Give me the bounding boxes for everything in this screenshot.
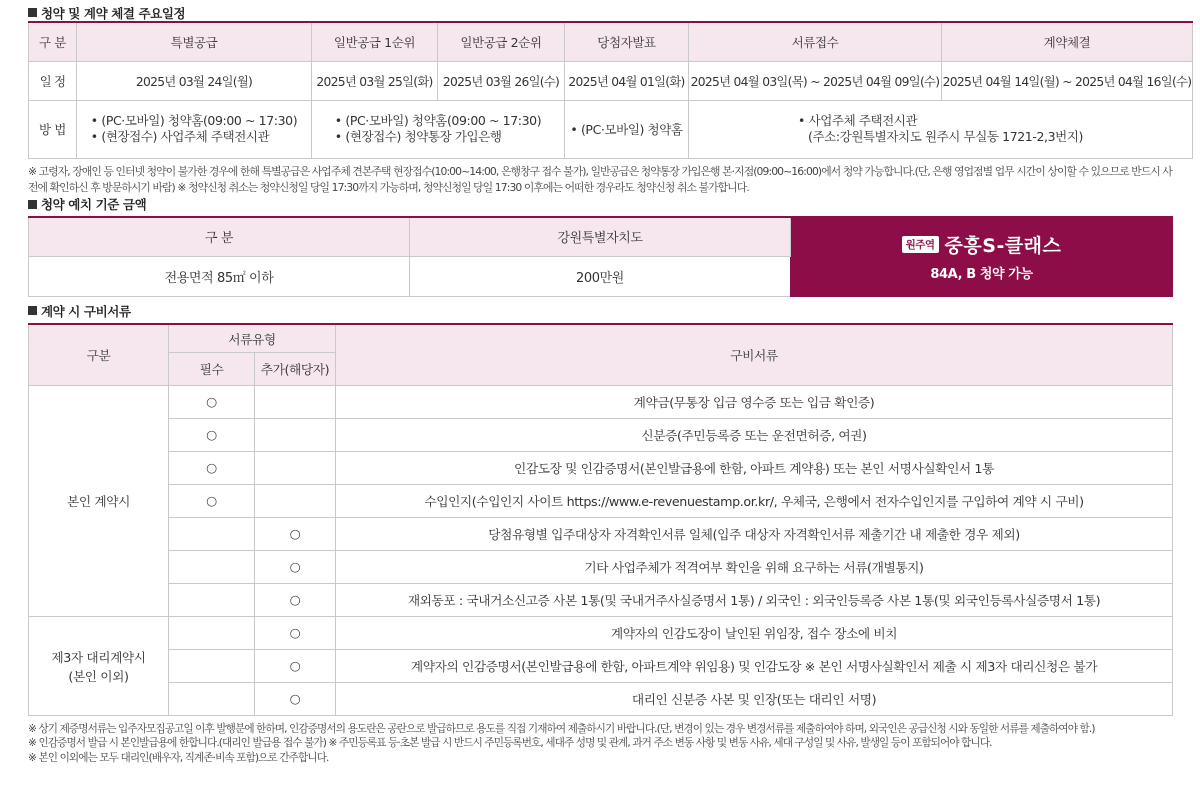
brand-highlight-cell [791, 217, 1173, 297]
doc-item: 수입인지(수입인지 사이트 https://www.e-revenuestamp.or.kr/, 우체국, 은행에서 전자수입인지를 구입하여 계약 시 구비) [336, 484, 1173, 517]
schedule-method-label: 방 법 [29, 100, 77, 158]
doc-header-additional: 추가(해당자) [255, 352, 336, 385]
required-mark: ○ [169, 385, 255, 418]
method-general-line-2: • (현장접수) 청약통장 가입은행 [334, 129, 502, 144]
schedule-note: ※ 고령자, 장애인 등 인터넷 청약이 불가한 경우에 한해 특별공급은 사업주체 견본주택 현장접수(10:00~14:00, 은행창구 접수 불가), 일반공급은 청약통장 가입은행 본·지점(09:00~16:00)에서 청약 가능합니다.(단, 은행 영업점별 업무 시간이 상이할 수 있으므로 반드시 사전에 확인하신 후 방문하시기 바람) ※ 청약신청 취소는 청약신청일 당일 17:30까지 가능하며, 청약신청일 당일 17:30 이후에는 어떠한 경우라도 청약신청 취소 불가합니다. [28, 164, 1172, 194]
table-row [29, 484, 1173, 517]
brand-location-tag: 원주역 [902, 236, 939, 253]
table-row [29, 550, 1173, 583]
schedule-date-label: 일 정 [29, 61, 77, 100]
documents-header-row-1 [29, 324, 1173, 352]
schedule-table [28, 21, 1193, 159]
date-general-2: 2025년 03월 26일(수) [438, 61, 565, 100]
deposit-amount: 200만원 [410, 257, 791, 297]
table-row [29, 616, 1173, 649]
doc-item: 계약금(무통장 입금 영수증 또는 입금 확인증) [336, 385, 1173, 418]
required-mark: ○ [169, 418, 255, 451]
required-mark-empty [169, 649, 255, 682]
doc-header-docs: 구비서류 [336, 324, 1173, 385]
documents-note-3: ※ 본인 이외에는 모두 대리인(배우자, 직계존·비속 포함)으로 간주합니다. [28, 751, 329, 764]
date-general-1: 2025년 03월 25일(화) [312, 61, 438, 100]
additional-mark: ○ [255, 682, 336, 715]
required-mark-empty [169, 682, 255, 715]
table-row [29, 517, 1173, 550]
square-bullet-icon [28, 8, 37, 17]
method-contract [689, 100, 1193, 158]
additional-mark: ○ [255, 550, 336, 583]
doc-group-proxy-line-2: (본인 이외) [68, 668, 129, 684]
date-winner: 2025년 04월 01일(화) [565, 61, 689, 100]
documents-note-1: ※ 상기 제증명서류는 입주자모집공고일 이후 발행분에 한하며, 인감증명서의 용도란은 공란으로 발급하므로 용도를 직접 기재하여 제출하시기 바랍니다.(단, 변경이 있는 경우 변경서류를 제출하여야 하며, 외국인은 공급신청 시와 동일한 서류를 제출하여야 함.) [28, 722, 1095, 735]
schedule-header-row [29, 22, 1193, 61]
method-contract-line-2: (주소:강원특별자치도 원주시 무실동 1721-2,3번지) [808, 129, 1083, 144]
table-row [29, 649, 1173, 682]
additional-mark: ○ [255, 517, 336, 550]
additional-mark-empty [255, 484, 336, 517]
table-row [29, 385, 1173, 418]
schedule-header-general-2: 일반공급 2순위 [438, 22, 565, 61]
schedule-header-category: 구 분 [29, 22, 77, 61]
method-special-line-2: • (현장접수) 사업주체 주택전시관 [90, 129, 270, 144]
schedule-method-row [29, 100, 1193, 158]
required-mark: ○ [169, 484, 255, 517]
method-special [77, 100, 312, 158]
table-row [29, 418, 1173, 451]
method-special-line-1: • (PC·모바일) 청약홈(09:00 ~ 17:30) [90, 113, 298, 128]
doc-header-required: 필수 [169, 352, 255, 385]
deposit-section-title [28, 196, 1172, 213]
doc-item: 계약자의 인감증명서(본인발급용에 한함, 아파트계약 위임용) 및 인감도장 ※ 본인 서명사실확인서 제출 시 제3자 대리신청은 불가 [336, 649, 1173, 682]
table-row [29, 682, 1173, 715]
schedule-title-text: 청약 및 계약 체결 주요일정 [41, 5, 186, 21]
method-general-line-1: • (PC·모바일) 청약홈(09:00 ~ 17:30) [334, 113, 542, 128]
required-mark: ○ [169, 451, 255, 484]
date-special: 2025년 03월 24일(월) [77, 61, 312, 100]
documents-table [28, 323, 1173, 716]
doc-item: 당첨유형별 입주대상자 자격확인서류 일체(입주 대상자 자격확인서류 제출기간 내 제출한 경우 제외) [336, 517, 1173, 550]
deposit-area: 전용면적 85㎡ 이하 [29, 257, 410, 297]
doc-header-category: 구분 [29, 324, 169, 385]
deposit-header-region: 강원특별자치도 [410, 217, 791, 257]
schedule-date-row [29, 61, 1193, 100]
square-bullet-icon [28, 306, 37, 315]
doc-header-type: 서류유형 [169, 324, 336, 352]
method-winner: • (PC·모바일) 청약홈 [565, 100, 689, 158]
brand-name: 중흥S-클래스 [944, 235, 1062, 258]
documents-notes [28, 722, 1172, 766]
additional-mark: ○ [255, 616, 336, 649]
deposit-table [28, 216, 1173, 298]
additional-mark: ○ [255, 583, 336, 616]
table-row [29, 583, 1173, 616]
required-mark-empty [169, 616, 255, 649]
schedule-section-title [28, 4, 1172, 21]
doc-item: 인감도장 및 인감증명서(본인발급용에 한함, 아파트 계약용) 또는 본인 서명사실확인서 1통 [336, 451, 1173, 484]
documents-section-title [28, 302, 1172, 319]
documents-title-text: 계약 시 구비서류 [41, 303, 131, 319]
deposit-header-row [29, 217, 1173, 257]
method-general [312, 100, 565, 158]
additional-mark-empty [255, 385, 336, 418]
doc-item: 기타 사업주체가 적격여부 확인을 위해 요구하는 서류(개별통지) [336, 550, 1173, 583]
required-mark-empty [169, 550, 255, 583]
deposit-header-category: 구 분 [29, 217, 410, 257]
schedule-header-general-1: 일반공급 1순위 [312, 22, 438, 61]
additional-mark-empty [255, 451, 336, 484]
additional-mark-empty [255, 418, 336, 451]
schedule-header-winner: 당첨자발표 [565, 22, 689, 61]
square-bullet-icon [28, 200, 37, 209]
additional-mark: ○ [255, 649, 336, 682]
required-mark-empty [169, 583, 255, 616]
brand-subtitle: 84A, B 청약 가능 [930, 267, 1033, 283]
doc-item: 재외동포 : 국내거소신고증 사본 1통(및 국내거주사실증명서 1통) / 외국인 : 외국인등록증 사본 1통(및 외국인등록사실증명서 1통) [336, 583, 1173, 616]
deposit-title-text: 청약 예치 기준 금액 [41, 197, 147, 212]
schedule-header-special: 특별공급 [77, 22, 312, 61]
doc-item: 대리인 신분증 사본 및 인장(또는 대리인 서명) [336, 682, 1173, 715]
doc-group-self: 본인 계약시 [29, 385, 169, 616]
doc-item: 계약자의 인감도장이 날인된 위임장, 접수 장소에 비치 [336, 616, 1173, 649]
date-documents: 2025년 04월 03일(목) ~ 2025년 04월 09일(수) [689, 61, 942, 100]
date-contract: 2025년 04월 14일(월) ~ 2025년 04월 16일(수) [942, 61, 1193, 100]
documents-note-2: ※ 인감증명서 발급 시 본인발급용에 한합니다.(대리인 발급용 접수 불가) ※ 주민등록표 등·초본 발급 시 반드시 주민등록번호, 세대주 성명 및 관계, 과거 주소 변동 사항 및 변동 사유, 세대 구성일 및 사유, 발생일 등이 포함되어야 합니다. [28, 737, 992, 749]
doc-item: 신분증(주민등록증 또는 운전면허증, 여권) [336, 418, 1173, 451]
required-mark-empty [169, 517, 255, 550]
schedule-header-documents: 서류접수 [689, 22, 942, 61]
doc-group-proxy [29, 616, 169, 715]
method-contract-line-1: • 사업주체 주택전시관 [798, 113, 918, 128]
table-row [29, 451, 1173, 484]
doc-group-proxy-line-1: 제3자 대리계약시 [51, 649, 146, 665]
schedule-header-contract: 계약체결 [942, 22, 1193, 61]
